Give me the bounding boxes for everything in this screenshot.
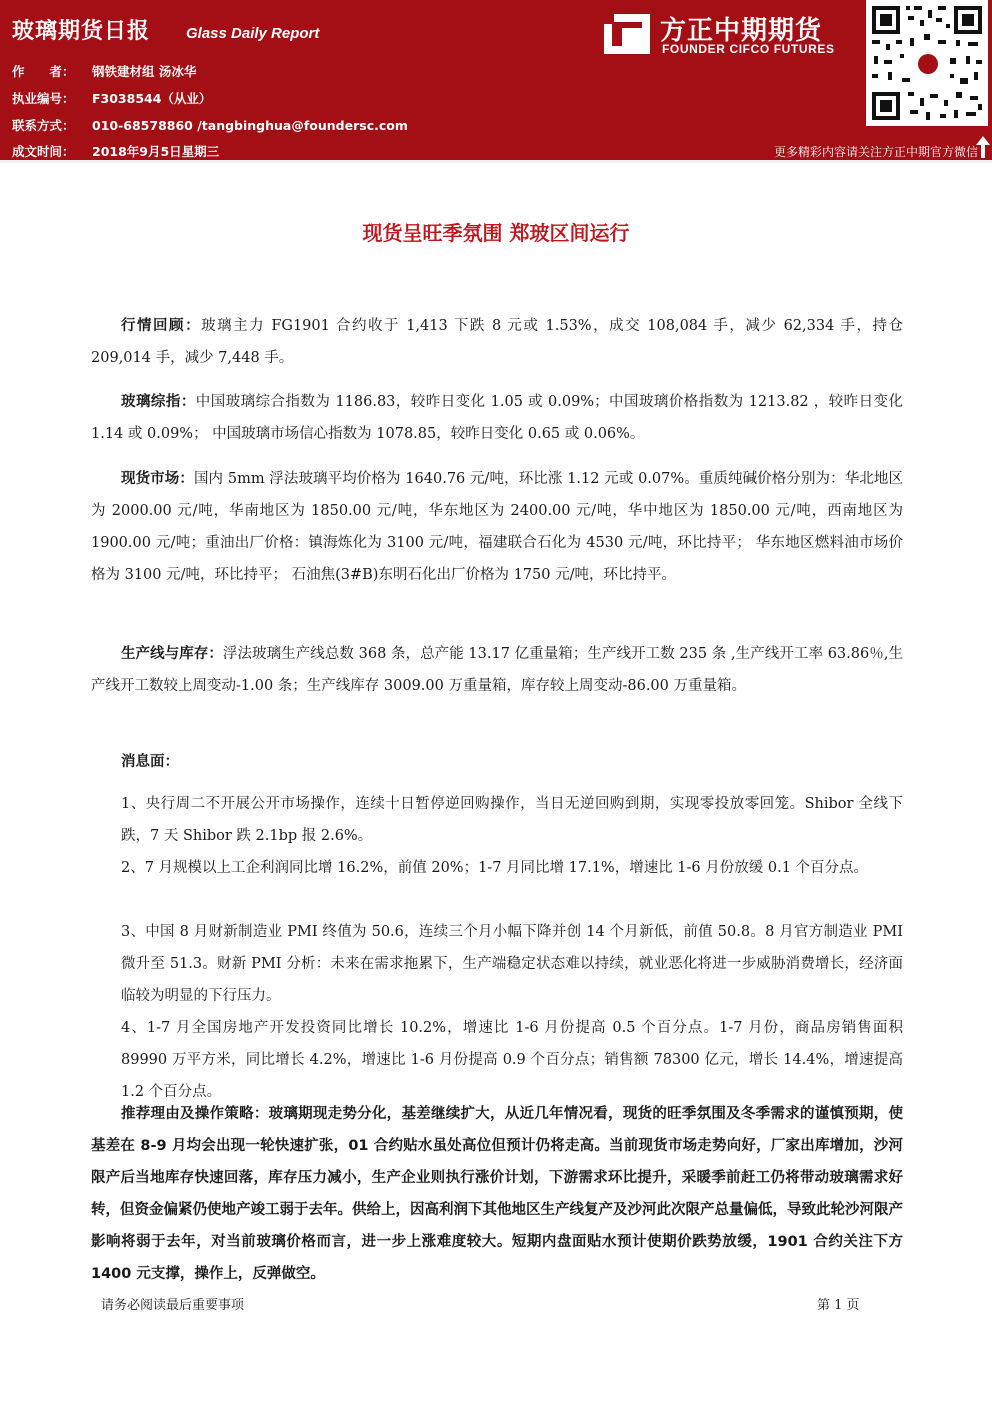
news-label: 消息面：	[121, 754, 179, 770]
market-review-label: 行情回顾：	[121, 318, 202, 334]
production-label: 生产线与库存：	[121, 646, 223, 662]
report-title-cn: 玻璃期货日报	[12, 19, 151, 44]
license-value: F3038544（从业）	[92, 91, 212, 106]
market-review-text: 玻璃主力 FG1901 合约收于 1,413 下跌 8 元或 1.53%，成交 108,084 手，减少 62,334 手，持仓 209,014 手，减少 7,448 手。	[91, 318, 904, 366]
date-value: 2018年9月5日星期三	[92, 144, 220, 159]
header-divider	[0, 160, 992, 163]
founder-logo-icon	[604, 14, 650, 54]
license-row	[12, 89, 211, 107]
news-item: 2、7 月规模以上工企利润同比增 16.2%，前值 20%；1-7 月同比增 17.1%，增速比 1-6 月份放缓 0.1 个百分点。	[121, 860, 869, 876]
logo-text-cn: 方正中期期货	[660, 16, 823, 46]
page-number: 第 1 页	[817, 1298, 860, 1313]
spot-market-paragraph	[91, 463, 903, 591]
author-row	[12, 62, 196, 80]
production-text: 浮法玻璃生产线总数 368 条，总产能 13.17 亿重量箱；生产线开工数 235 条 ,生产线开工率 63.86％,生产线开工数较上周变动-1.00 条；生产线库存 3009.00 万重量箱，库存较上周变动-86.00 万重量箱。	[91, 646, 903, 694]
glass-index-label: 玻璃综指：	[121, 394, 196, 410]
contact-label: 联系方式：	[12, 118, 75, 133]
news-heading	[91, 746, 903, 778]
glass-index-paragraph	[91, 386, 903, 450]
strategy-paragraph	[91, 1098, 903, 1290]
date-label: 成文时间：	[12, 144, 75, 159]
news-item: 4、1-7 月全国房地产开发投资同比增长 10.2%，增速比 1-6 月份提高 0.5 个百分点。1-7 月份，商品房销售面积 89990 万平方米，同比增长 4.2%，增速比 1-6 月份提高 0.9 个百分点；销售额 78300 亿元，增长 14.4%，增速提高 1.2 个百分点。	[121, 1020, 903, 1100]
spot-market-text: 国内 5mm 浮法玻璃平均价格为 1640.76 元/吨，环比涨 1.12 元或 0.07%。重质纯碱价格分别为：华北地区为 2000.00 元/吨，华南地区为 1850.00 元/吨，华东地区为 2400.00 元/吨，华中地区为 1850.00 元/吨，西南地区为 1900.00 元/吨；重油出厂价格：镇海炼化为 3100 元/吨，福建联合石化为 4530 元/吨，环比持平； 华东地区燃料油市场价格为 3100 元/吨，环比持平； 石油焦(3#B)东明石化出厂价格为 1750 元/吨，环比持平。	[91, 471, 904, 583]
logo-text-en: FOUNDER CIFCO FUTURES	[662, 42, 835, 56]
market-review-paragraph	[91, 310, 903, 374]
strategy-text: 玻璃期现走势分化，基差继续扩大，从近几年情况看，现货的旺季氛围及冬季需求的谨慎预期，使基差在 8-9 月均会出现一轮快速扩张，01 合约贴水虽处高位但预计仍将走高。当前现货市场走势向好，厂家出库增加，沙河限产后当地库存快速回落，库存压力减小，生产企业则执行涨价计划，下游需求环比提升，采暖季前赶工仍将带动玻璃需求好转，但资金偏紧仍使地产竣工弱于去年。供给上，因高利润下其他地区生产线复产及沙河此次限产总量偏低，导致此轮沙河限产影响将弱于去年，对当前玻璃价格而言，进一步上涨难度较大。短期内盘面贴水预计使期价跌势放缓，1901 合约关注下方 1400 元支撑，操作上，反弹做空。	[91, 1106, 904, 1282]
glass-index-text: 中国玻璃综合指数为 1186.83，较昨日变化 1.05 或 0.09%；中国玻璃价格指数为 1213.82 ，较昨日变化 1.14 或 0.09%； 中国玻璃市场信心指数为 1078.85，较昨日变化 0.65 或 0.06%。	[91, 394, 903, 442]
report-header	[0, 0, 992, 160]
report-title-en: Glass Daily Report	[186, 25, 320, 42]
strategy-label: 推荐理由及操作策略：	[121, 1106, 269, 1122]
qr-code-icon	[866, 0, 988, 126]
news-item: 3、中国 8 月财新制造业 PMI 终值为 50.6，连续三个月小幅下降并创 14 个月新低，前值 50.8。8 月官方制造业 PMI 微升至 51.3。财新 PMI 分析：未来在需求拖累下，生产端稳定状态难以持续，就业恶化将进一步威胁消费增长，经济面临较为明显的下行压力。	[121, 924, 903, 1004]
contact-value: 010-68578860 /tangbinghua@foundersc.com	[92, 118, 408, 133]
footer-disclaimer: 请务必阅读最后重要事项	[101, 1298, 245, 1313]
spot-market-label: 现货市场：	[121, 471, 194, 487]
arrow-up-icon	[976, 136, 990, 158]
report-headline: 现货呈旺季氛围 郑玻区间运行	[362, 221, 630, 245]
news-item: 1、央行周二不开展公开市场操作，连续十日暂停逆回购操作，当日无逆回购到期，实现零投放零回笼。Shibor 全线下跌，7 天 Shibor 跌 2.1bp 报 2.6%。	[121, 796, 903, 844]
follow-wechat-text: 更多精彩内容请关注方正中期官方微信	[773, 145, 978, 159]
license-label: 执业编号：	[12, 91, 75, 106]
date-row	[12, 142, 219, 160]
author-value: 钢铁建材组 汤冰华	[92, 64, 197, 79]
contact-row	[12, 116, 408, 134]
production-paragraph	[91, 638, 903, 702]
author-label: 作 者：	[12, 64, 75, 79]
company-logo	[604, 6, 860, 66]
